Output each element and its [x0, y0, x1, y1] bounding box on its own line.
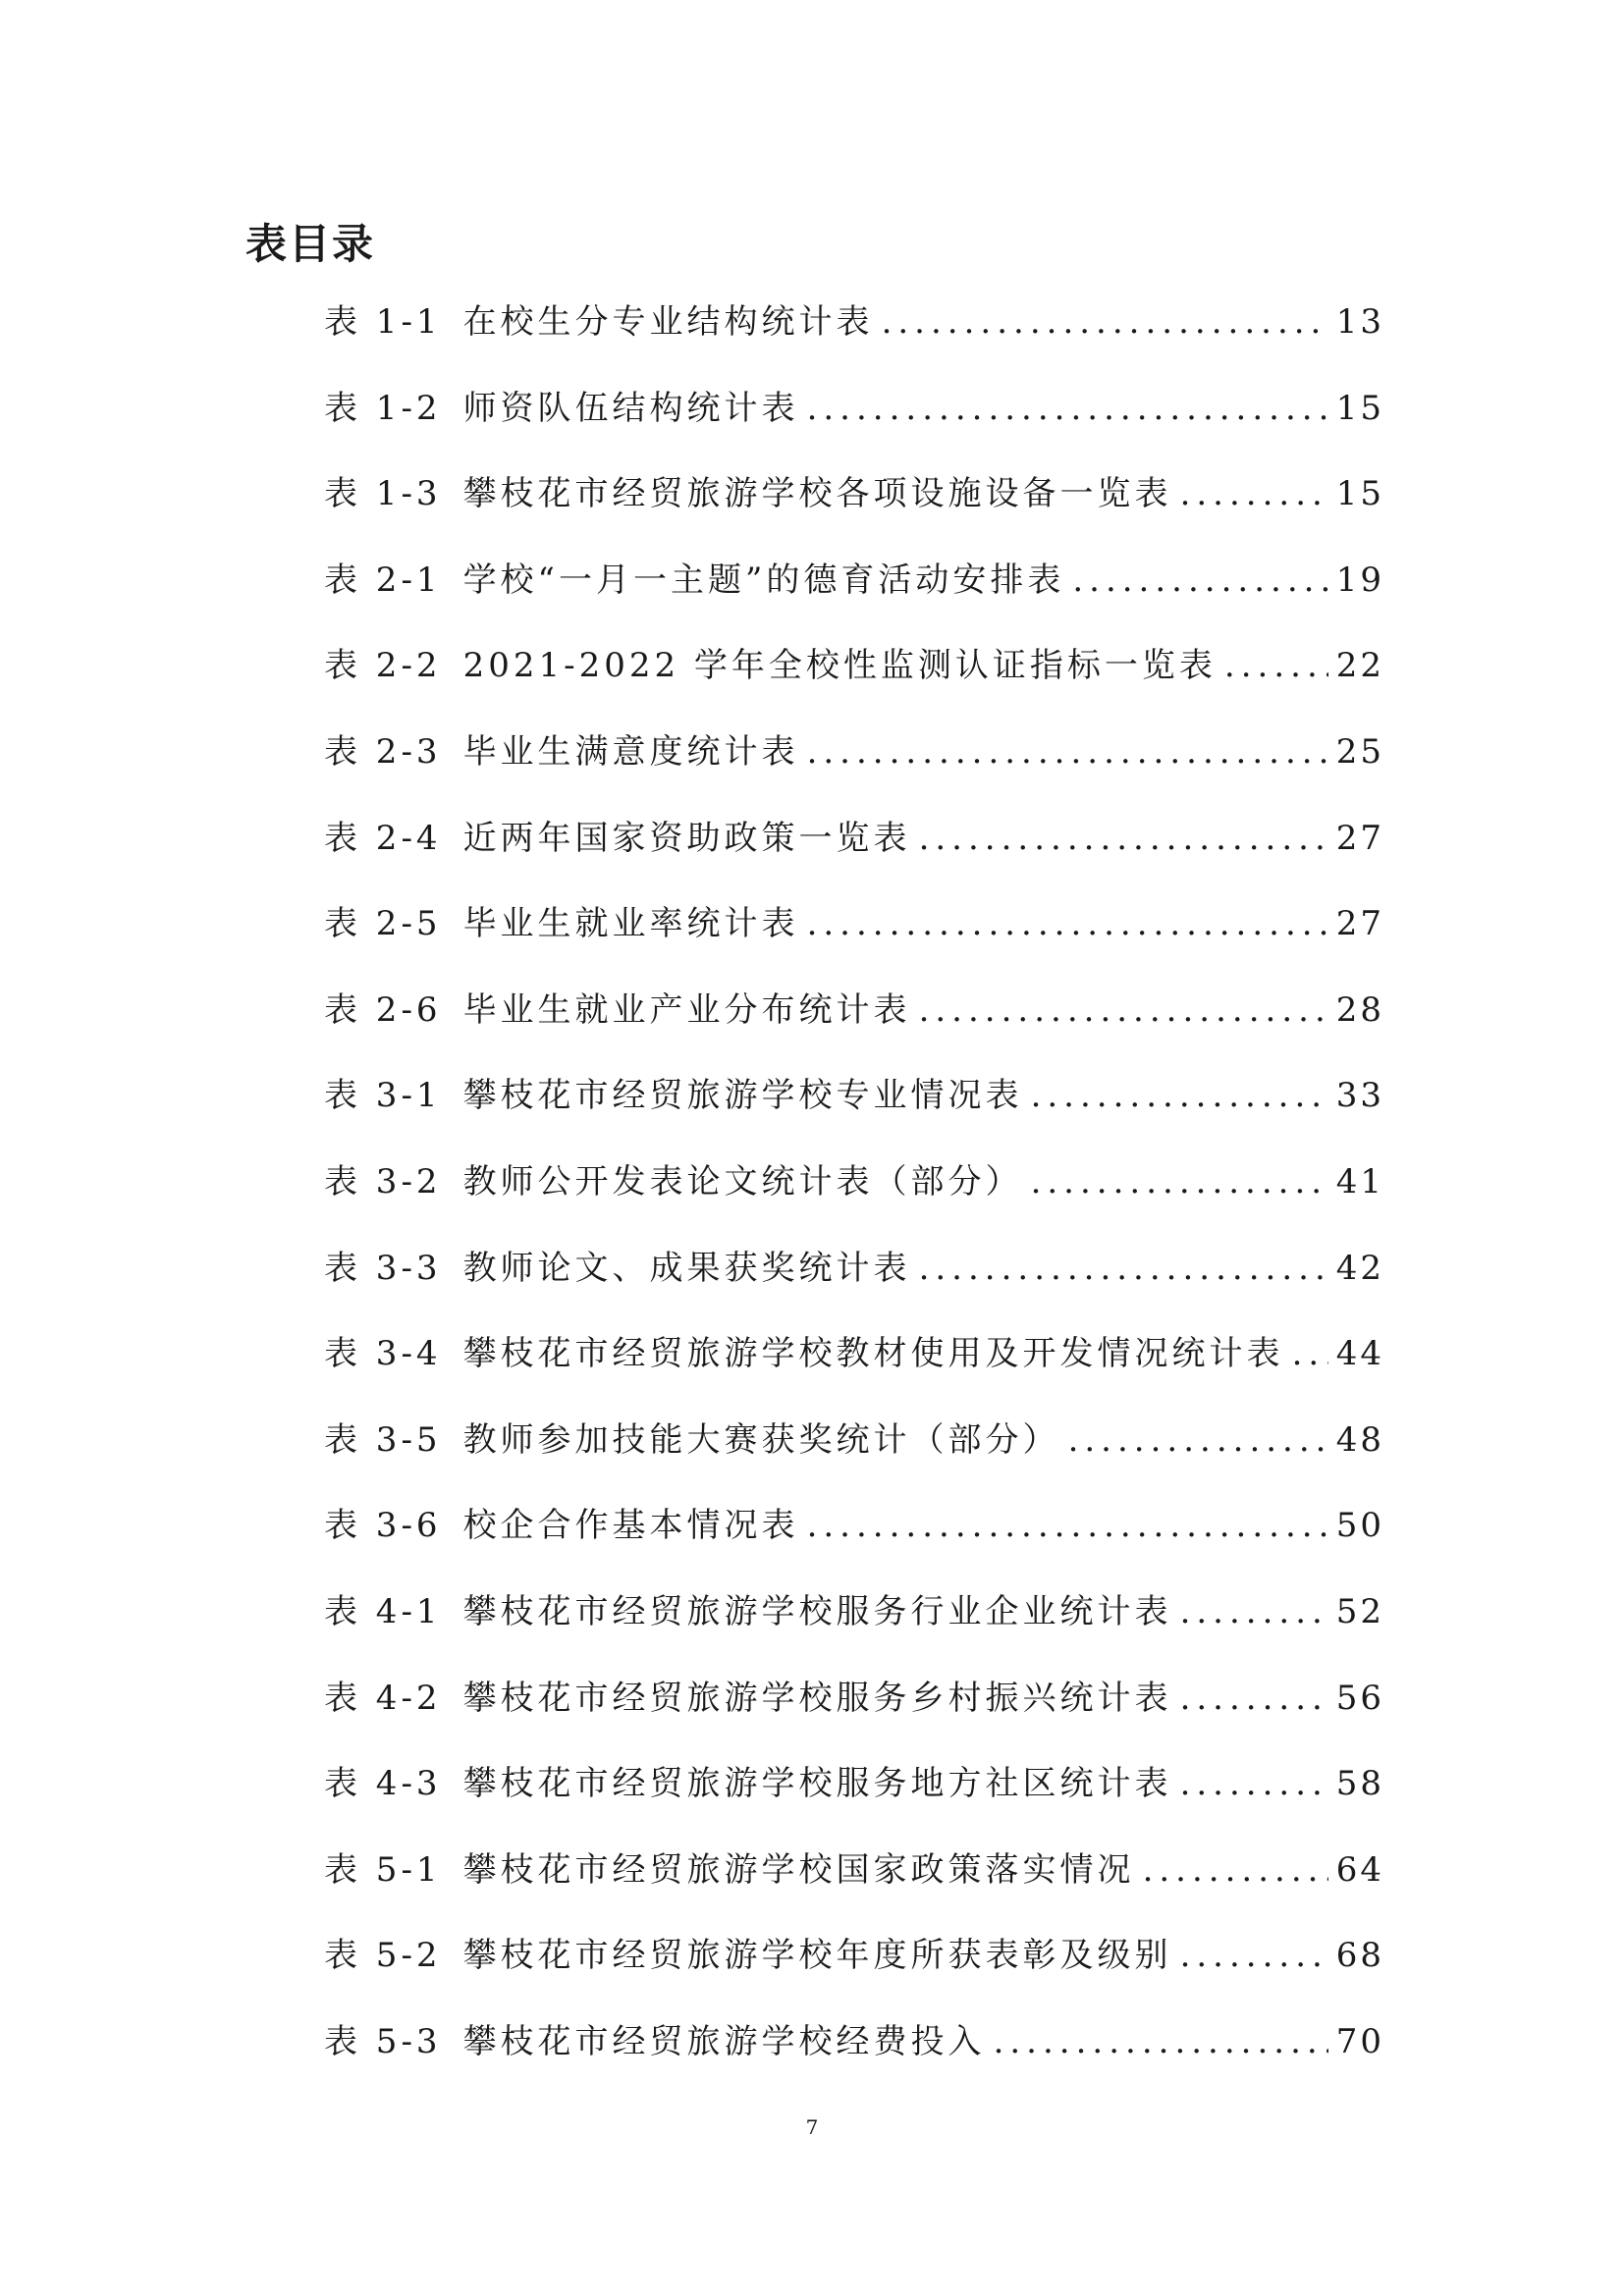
toc-entry-number: 表 3-3	[324, 1248, 442, 1288]
toc-entry-title: 学校“一月一主题”的德育活动安排表	[462, 560, 1065, 600]
toc-dot-leader	[1180, 1936, 1328, 1975]
toc-entry-title: 攀枝花市经贸旅游学校服务乡村振兴统计表	[462, 1678, 1172, 1718]
toc-entry-number: 表 3-5	[324, 1419, 442, 1460]
toc-entry[interactable]	[324, 466, 1384, 553]
toc-entry-page: 22	[1335, 646, 1384, 686]
toc-dot-leader	[919, 1249, 1328, 1288]
toc-entry[interactable]	[324, 553, 1384, 639]
toc-entry-page: 27	[1335, 818, 1384, 858]
toc-dot-leader	[1180, 1764, 1328, 1803]
toc-entry[interactable]	[324, 1498, 1384, 1584]
toc-entry[interactable]	[324, 1241, 1384, 1327]
toc-entry-page: 33	[1335, 1076, 1384, 1116]
toc-entry-page: 50	[1335, 1506, 1384, 1546]
toc-entry-title: 攀枝花市经贸旅游学校各项设施设备一览表	[462, 474, 1172, 514]
toc-entry[interactable]	[324, 1928, 1384, 2014]
toc-entry-page: 44	[1335, 1334, 1384, 1374]
toc-entry-page: 15	[1335, 388, 1384, 428]
toc-entry-title: 攀枝花市经贸旅游学校年度所获表彰及级别	[462, 1936, 1172, 1976]
toc-entry[interactable]	[324, 724, 1384, 811]
toc-dot-leader	[919, 990, 1328, 1030]
toc-entry-number: 表 2-1	[324, 560, 442, 600]
toc-entry-number: 表 1-2	[324, 388, 442, 428]
toc-dot-leader	[807, 732, 1328, 772]
toc-entry[interactable]	[324, 1671, 1384, 1757]
toc-dot-leader	[882, 302, 1328, 342]
toc-entry-title: 毕业生就业率统计表	[462, 904, 799, 944]
toc-dot-leader	[919, 819, 1328, 858]
toc-entry-number: 表 4-3	[324, 1764, 442, 1804]
toc-dot-leader	[807, 1506, 1328, 1545]
toc-entry-title: 2021-2022 学年全校性监测认证指标一览表	[462, 646, 1217, 686]
toc-dot-leader	[1031, 1076, 1328, 1115]
toc-entry-title: 校企合作基本情况表	[462, 1506, 799, 1546]
toc-dot-leader	[1143, 1850, 1328, 1890]
toc-entry-number: 表 4-2	[324, 1678, 442, 1718]
toc-entry-page: 64	[1335, 1849, 1384, 1890]
toc-entry-title: 教师参加技能大赛获奖统计（部分）	[462, 1419, 1060, 1460]
toc-entry-number: 表 5-2	[324, 1936, 442, 1976]
toc-entry-title: 毕业生就业产业分布统计表	[462, 989, 911, 1030]
toc-entry[interactable]	[324, 811, 1384, 897]
toc-dot-leader	[807, 904, 1328, 943]
toc-dot-leader	[1072, 561, 1327, 600]
toc-entry[interactable]	[324, 983, 1384, 1069]
page-number: 7	[805, 2115, 819, 2139]
toc-entry-number: 表 3-2	[324, 1161, 442, 1201]
toc-entry-number: 表 2-3	[324, 731, 442, 772]
table-of-contents-list	[324, 294, 1384, 2100]
toc-dot-leader	[994, 2022, 1328, 2061]
toc-dot-leader	[807, 389, 1328, 428]
toc-entry-title: 攀枝花市经贸旅游学校国家政策落实情况	[462, 1849, 1135, 1890]
toc-entry[interactable]	[324, 1584, 1384, 1671]
toc-entry-number: 表 2-4	[324, 818, 442, 858]
toc-entry-title: 攀枝花市经贸旅游学校教材使用及开发情况统计表	[462, 1334, 1284, 1374]
toc-entry[interactable]	[324, 1068, 1384, 1154]
toc-dot-leader	[1031, 1162, 1328, 1201]
toc-entry-page: 70	[1335, 2021, 1384, 2061]
toc-dot-leader	[1180, 1679, 1328, 1718]
toc-entry[interactable]	[324, 1413, 1384, 1499]
toc-entry-page: 41	[1335, 1161, 1384, 1201]
toc-entry[interactable]	[324, 1756, 1384, 1842]
toc-entry-title: 师资队伍结构统计表	[462, 388, 799, 428]
toc-entry-page: 42	[1335, 1248, 1384, 1288]
toc-entry-title: 攀枝花市经贸旅游学校服务地方社区统计表	[462, 1764, 1172, 1804]
toc-entry-page: 15	[1335, 474, 1384, 514]
toc-entry-number: 表 3-4	[324, 1334, 442, 1374]
toc-entry-title: 近两年国家资助政策一览表	[462, 818, 911, 858]
toc-entry-page: 52	[1335, 1591, 1384, 1631]
toc-entry-page: 13	[1335, 302, 1384, 342]
toc-entry-title: 教师公开发表论文统计表（部分）	[462, 1161, 1023, 1201]
toc-entry-number: 表 1-1	[324, 302, 442, 342]
toc-entry[interactable]	[324, 1154, 1384, 1241]
toc-dot-leader	[1292, 1334, 1328, 1373]
toc-entry[interactable]	[324, 1842, 1384, 1929]
toc-dot-leader	[1068, 1420, 1328, 1460]
toc-entry-title: 攀枝花市经贸旅游学校服务行业企业统计表	[462, 1591, 1172, 1631]
toc-entry[interactable]	[324, 2014, 1384, 2101]
toc-entry-number: 表 2-2	[324, 646, 442, 686]
toc-entry-title: 攀枝花市经贸旅游学校专业情况表	[462, 1076, 1023, 1116]
toc-entry[interactable]	[324, 638, 1384, 724]
toc-entry[interactable]	[324, 381, 1384, 467]
toc-entry-page: 28	[1335, 989, 1384, 1030]
toc-entry-page: 58	[1335, 1764, 1384, 1804]
toc-entry-number: 表 3-1	[324, 1076, 442, 1116]
toc-entry-title: 攀枝花市经贸旅游学校经费投入	[462, 2021, 986, 2061]
toc-entry-number: 表 5-3	[324, 2021, 442, 2061]
toc-entry-page: 25	[1335, 731, 1384, 772]
toc-entry-page: 56	[1335, 1678, 1384, 1718]
toc-dot-leader	[1180, 1592, 1328, 1631]
toc-entry-number: 表 1-3	[324, 474, 442, 514]
toc-entry-title: 毕业生满意度统计表	[462, 731, 799, 772]
toc-entry-number: 表 5-1	[324, 1849, 442, 1890]
toc-entry-page: 48	[1335, 1419, 1384, 1460]
toc-entry[interactable]	[324, 896, 1384, 983]
toc-entry-page: 27	[1335, 904, 1384, 944]
toc-entry-number: 表 2-5	[324, 904, 442, 944]
toc-dot-leader	[1224, 646, 1328, 685]
toc-entry[interactable]	[324, 1326, 1384, 1413]
toc-entry-page: 68	[1335, 1936, 1384, 1976]
toc-entry-number: 表 2-6	[324, 989, 442, 1030]
toc-dot-leader	[1180, 474, 1328, 513]
toc-entry[interactable]	[324, 294, 1384, 381]
toc-entry-page: 19	[1335, 560, 1384, 600]
toc-entry-title: 教师论文、成果获奖统计表	[462, 1248, 911, 1288]
toc-heading: 表目录	[245, 220, 376, 268]
toc-entry-title: 在校生分专业结构统计表	[462, 302, 874, 342]
toc-entry-number: 表 4-1	[324, 1591, 442, 1631]
toc-entry-number: 表 3-6	[324, 1506, 442, 1546]
